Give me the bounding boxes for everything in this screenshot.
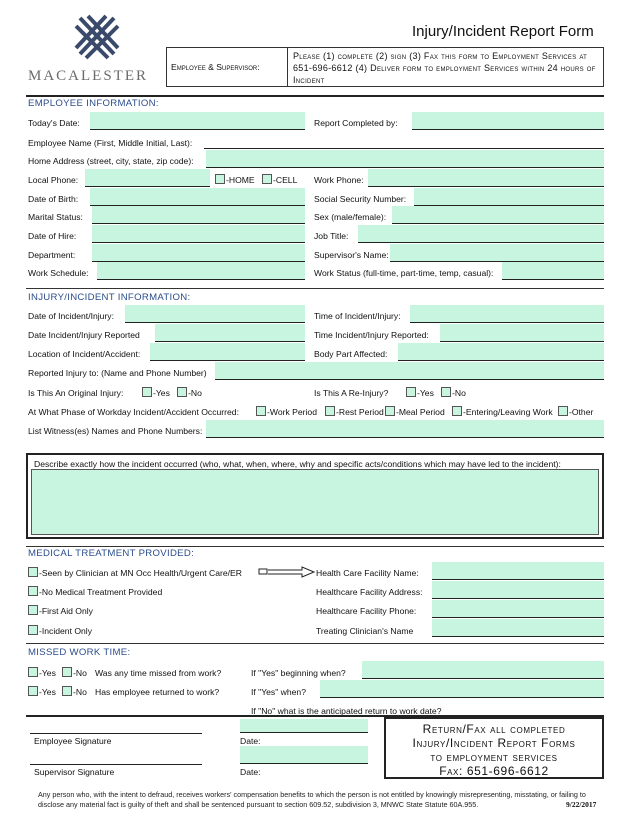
describe-field[interactable]: [31, 469, 599, 535]
work-schedule-label: Work Schedule:: [28, 268, 89, 278]
phase-work-label: -Work Period: [267, 407, 317, 417]
employee-section-title: EMPLOYEE INFORMATION:: [28, 98, 159, 109]
work-status-field[interactable]: [502, 262, 604, 280]
local-phone-field[interactable]: [85, 169, 210, 187]
missed-begin-field[interactable]: [362, 661, 604, 679]
returned-follow-label: If "Yes" when?: [251, 687, 306, 697]
returned-question: Has employee returned to work?: [95, 687, 220, 697]
date-reported-label: Date Incident/Injury Reported: [28, 330, 140, 340]
first-aid-label: -First Aid Only: [39, 606, 93, 616]
phase-entering-label: -Entering/Leaving Work: [463, 407, 553, 417]
employee-signature-label: Employee Signature: [34, 736, 112, 746]
home-label: -HOME: [226, 175, 255, 185]
missed-yes-label: -Yes: [39, 668, 56, 678]
phase-rest-label: -Rest Period: [336, 407, 384, 417]
original-injury-label: Is This An Original Injury:: [28, 388, 124, 398]
work-status-label: Work Status (full-time, part-time, temp, casual):: [314, 268, 494, 278]
facility-name-label: Health Care Facility Name:: [316, 568, 419, 578]
supervisor-date-field[interactable]: [240, 746, 368, 764]
witnesses-label: List Witness(es) Names and Phone Numbers:: [28, 426, 203, 436]
department-field[interactable]: [92, 244, 305, 262]
work-phone-field[interactable]: [368, 169, 604, 187]
returned-yes-label: -Yes: [39, 687, 56, 697]
time-reported-label: Time Incident/Injury Reported:: [314, 330, 429, 340]
location-label: Location of Incident/Accident:: [28, 349, 141, 359]
facility-phone-field[interactable]: [432, 600, 604, 618]
phase-rest-checkbox[interactable]: [325, 406, 335, 416]
macalester-crest-icon: [74, 14, 120, 60]
supervisor-signature-label: Supervisor Signature: [34, 767, 115, 777]
incident-only-label: -Incident Only: [39, 626, 93, 636]
supervisor-signature-line[interactable]: [30, 764, 202, 765]
employee-signature-line[interactable]: [30, 733, 202, 734]
revision-date: 9/22/2017: [566, 800, 597, 809]
return-line-3: to employment services: [430, 750, 558, 764]
todays-date-label: Today's Date:: [28, 118, 80, 128]
facility-phone-label: Healthcare Facility Phone:: [316, 606, 417, 616]
original-yes-label: -Yes: [153, 388, 170, 398]
return-line-2: Injury/Incident Report Forms: [412, 736, 576, 750]
supervisor-date-label: Date:: [240, 767, 261, 777]
form-title: Injury/Incident Report Form: [412, 23, 594, 40]
report-completed-by-label: Report Completed by:: [314, 118, 398, 128]
describe-box: [26, 453, 604, 539]
body-part-label: Body Part Affected:: [314, 349, 388, 359]
ssn-field[interactable]: [414, 188, 604, 206]
instructions-text: Please (1) complete (2) sign (3) Fax this form to Employment Services at 651-696-6612 (4) Deliver form to employment Services within 24 hours of Incident: [293, 51, 596, 85]
fraud-disclaimer: Any person who, with the intent to defraud, receives workers' compensation benefits to which the person is not entitled by knowingly misrepresenting, misstating, or failing to disclose any material fact is guilty of theft and shall be sentenced pursuant to section 609.52, subdivision 3, MNWC State Statute 60A.955.: [38, 790, 586, 809]
marital-label: Marital Status:: [28, 212, 83, 222]
home-checkbox[interactable]: [215, 174, 225, 184]
cell-checkbox[interactable]: [262, 174, 272, 184]
ssn-label: Social Security Number:: [314, 194, 407, 204]
work-schedule-field[interactable]: [97, 262, 305, 280]
cell-label: -CELL: [273, 175, 298, 185]
original-no-checkbox[interactable]: [177, 387, 187, 397]
describe-label: Describe exactly how the incident occurred (who, what, when, where, why and specific acts/conditions which may have led to the incident):: [34, 459, 561, 469]
sex-label: Sex (male/female):: [314, 212, 387, 222]
phase-work-checkbox[interactable]: [256, 406, 266, 416]
anticipated-return-label: If "No" what is the anticipated return to work date?: [251, 706, 442, 716]
supervisor-name-label: Supervisor's Name:: [314, 250, 389, 260]
returned-no-checkbox[interactable]: [62, 686, 72, 696]
date-reported-field[interactable]: [155, 324, 305, 342]
reinjury-yes-label: -Yes: [417, 388, 434, 398]
incident-section-title: INJURY/INCIDENT INFORMATION:: [28, 292, 191, 303]
arrow-icon: [258, 565, 316, 579]
returned-no-label: -No: [73, 687, 87, 697]
returned-yes-checkbox[interactable]: [28, 686, 38, 696]
phase-other-checkbox[interactable]: [558, 406, 568, 416]
dob-label: Date of Birth:: [28, 194, 79, 204]
job-title-label: Job Title:: [314, 231, 349, 241]
return-line-4: Fax: 651-696-6612: [439, 764, 549, 778]
hire-date-field[interactable]: [92, 225, 305, 243]
department-label: Department:: [28, 250, 76, 260]
reinjury-no-checkbox[interactable]: [441, 387, 451, 397]
reinjury-yes-checkbox[interactable]: [406, 387, 416, 397]
original-yes-checkbox[interactable]: [142, 387, 152, 397]
hire-date-label: Date of Hire:: [28, 231, 77, 241]
no-treatment-label: -No Medical Treatment Provided: [39, 587, 163, 597]
incident-time-field[interactable]: [410, 305, 604, 323]
phase-label: At What Phase of Workday Incident/Accident Occurred:: [28, 407, 239, 417]
work-phone-label: Work Phone:: [314, 175, 364, 185]
employee-name-label: Employee Name (First, Middle Initial, Last):: [28, 138, 193, 148]
local-phone-label: Local Phone:: [28, 175, 79, 185]
returned-when-field[interactable]: [320, 680, 604, 698]
job-title-field[interactable]: [358, 225, 604, 243]
incident-date-label: Date of Incident/Injury:: [28, 311, 114, 321]
facility-name-field[interactable]: [432, 562, 604, 580]
seen-clinician-label: -Seen by Clinician at MN Occ Health/Urgent Care/ER: [39, 568, 242, 578]
reinjury-label: Is This A Re-Injury?: [314, 388, 389, 398]
return-line-1: Return/Fax all completed: [422, 722, 566, 736]
dob-field[interactable]: [90, 188, 305, 206]
time-reported-field[interactable]: [440, 324, 604, 342]
original-no-label: -No: [188, 388, 202, 398]
incident-time-label: Time of Incident/Injury:: [314, 311, 401, 321]
seen-clinician-checkbox[interactable]: [28, 567, 38, 577]
clinician-label: Treating Clinician's Name: [316, 626, 414, 636]
home-address-label: Home Address (street, city, state, zip code):: [28, 156, 194, 166]
audience-label: Employee & Supervisor:: [171, 62, 260, 72]
phase-meal-label: -Meal Period: [396, 407, 445, 417]
missed-section-title: MISSED WORK TIME:: [28, 647, 131, 658]
phase-other-label: -Other: [569, 407, 594, 417]
clinician-field[interactable]: [432, 619, 604, 637]
incident-only-checkbox[interactable]: [28, 625, 38, 635]
phase-meal-checkbox[interactable]: [385, 406, 395, 416]
org-name: MACALESTER: [28, 68, 149, 84]
missed-no-label: -No: [73, 668, 87, 678]
report-completed-by-field[interactable]: [412, 112, 604, 130]
phase-entering-checkbox[interactable]: [452, 406, 462, 416]
employee-date-label: Date:: [240, 736, 261, 746]
reported-to-field[interactable]: [215, 362, 604, 380]
first-aid-checkbox[interactable]: [28, 605, 38, 615]
home-address-field[interactable]: [206, 150, 604, 168]
facility-address-field[interactable]: [432, 581, 604, 599]
supervisor-name-field[interactable]: [390, 244, 604, 262]
sex-field[interactable]: [392, 206, 604, 224]
instruction-box: [166, 47, 604, 87]
todays-date-field[interactable]: [90, 112, 305, 130]
missed-question: Was any time missed from work?: [95, 668, 222, 678]
body-part-field[interactable]: [398, 343, 604, 361]
employee-name-field[interactable]: [204, 131, 604, 149]
reinjury-no-label: -No: [452, 388, 466, 398]
medical-section-title: MEDICAL TREATMENT PROVIDED:: [28, 548, 195, 559]
return-fax-box: [384, 717, 604, 779]
missed-no-checkbox[interactable]: [62, 667, 72, 677]
witnesses-field[interactable]: [206, 420, 604, 438]
reported-to-label: Reported Injury to: (Name and Phone Number): [28, 368, 207, 378]
employee-date-field[interactable]: [240, 719, 368, 733]
missed-follow-label: If "Yes" beginning when?: [251, 668, 346, 678]
facility-address-label: Healthcare Facility Address:: [316, 587, 423, 597]
no-treatment-checkbox[interactable]: [28, 586, 38, 596]
location-field[interactable]: [150, 343, 305, 361]
logo: [74, 14, 120, 60]
marital-field[interactable]: [92, 206, 305, 224]
missed-yes-checkbox[interactable]: [28, 667, 38, 677]
incident-date-field[interactable]: [125, 305, 305, 323]
